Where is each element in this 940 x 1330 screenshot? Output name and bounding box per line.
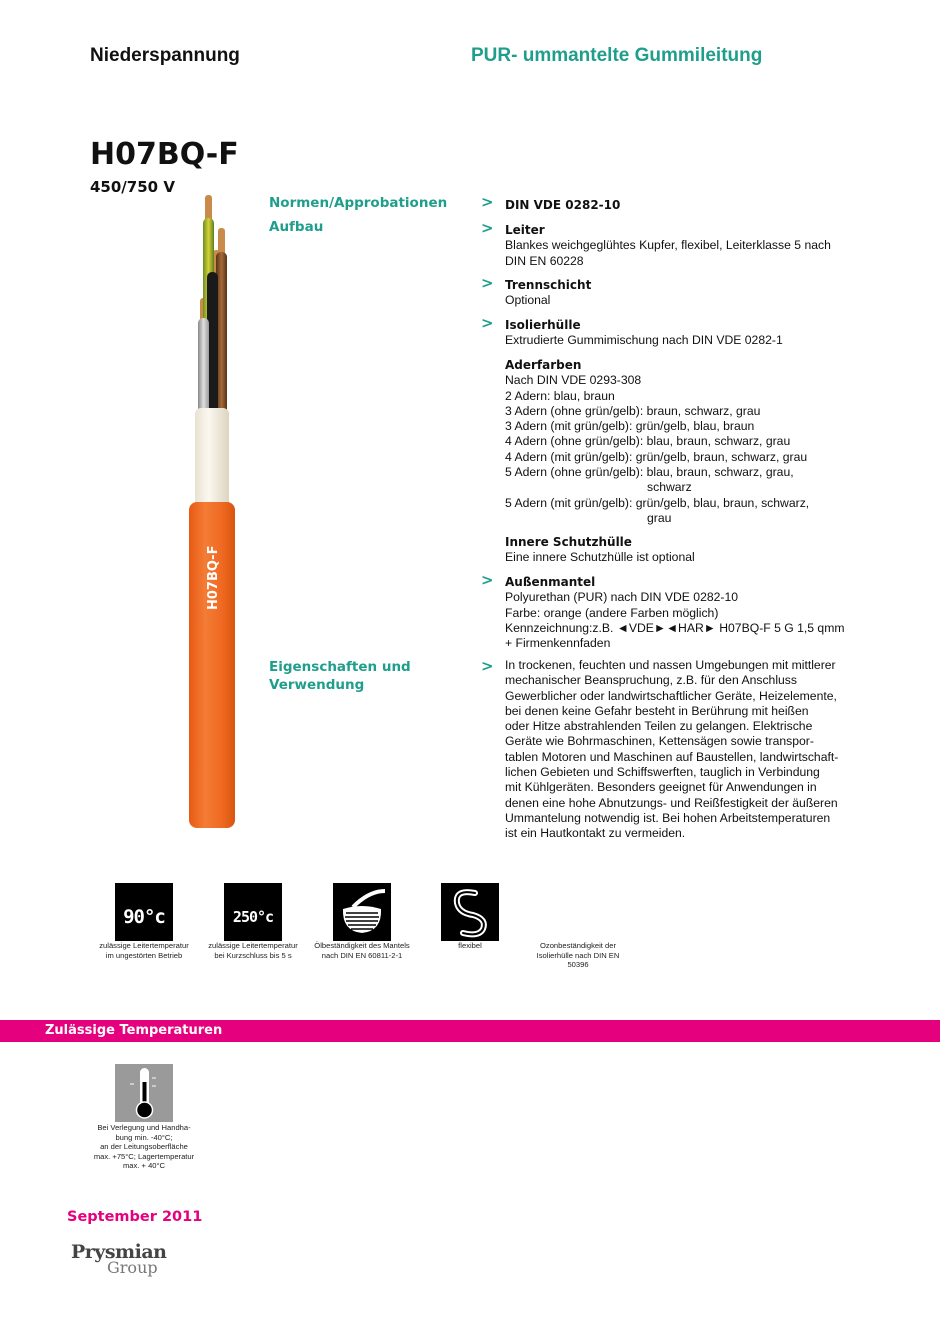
temperature-section-title: Zulässige Temperaturen (45, 1023, 223, 1038)
oil-resistance-caption: Ölbeständigkeit des Mantels nach DIN EN 60811-2-1 (314, 941, 410, 960)
product-voltage: 450/750 V (90, 178, 175, 196)
oil-resistance-icon (333, 883, 391, 941)
bullet-arrow-icon: > (481, 571, 494, 589)
aussenmantel-heading: Außenmantel (505, 575, 596, 589)
temperature-section-band (0, 1020, 940, 1042)
flexible-icon (441, 883, 499, 941)
normen-value: DIN VDE 0282-10 (505, 198, 621, 212)
thermometer-icon (115, 1064, 173, 1122)
normen-block (505, 198, 865, 213)
innere-schutzhuelle-heading: Innere Schutzhülle (505, 535, 632, 549)
trennschicht-heading: Trennschicht (505, 278, 592, 292)
innere-schutzhuelle-block: Innere Schutzhülle Eine innere Schutzhülle ist optional (505, 535, 865, 566)
bullet-arrow-icon: > (481, 657, 494, 675)
temp-250-icon (224, 883, 282, 941)
aderfarben-heading: Aderfarben (505, 358, 582, 372)
temp-90-icon (115, 883, 173, 941)
flexible-caption: flexibel (458, 941, 482, 950)
prysmian-logo: Prysmian Group (71, 1241, 167, 1277)
aderfarben-block: Aderfarben Nach DIN VDE 0293-308 2 Adern: blau, braun 3 Adern (ohne grün/gelb): braun, schwarz, grau 3 Adern (mit grün/gelb): grün/gelb, blau, braun 4 Adern (ohne grün/gelb): blau, braun, schwarz, grau 4 Adern (mit grün/gelb): grün/gelb, braun, schwarz, grau 5 Adern (ohne grün/gelb): blau, braun, schwarz, grau, schwarz 5 Adern (mit grün/gelb): grün/gelb, blau, braun, schwarz, grau (505, 358, 865, 526)
property-icons (0, 883, 940, 983)
temp-90-caption: zulässige Leitertemperatur im ungestörten Betrieb (99, 941, 189, 960)
product-title: H07BQ-F (90, 137, 239, 172)
bullet-arrow-icon: > (481, 193, 494, 211)
ozone-resistance-caption: Ozonbeständigkeit der Isolierhülle nach DIN EN 50396 (536, 941, 620, 970)
section-label-eigenschaften: Eigenschaften und Verwendung (269, 659, 411, 693)
bullet-arrow-icon: > (481, 274, 494, 292)
category-title: Niederspannung (90, 45, 240, 66)
product-line-title: PUR- ummantelte Gummileitung (471, 45, 763, 66)
temperature-caption: Bei Verlegung und Handha- bung min. -40°C; an der Leitungsoberfläche max. +75°C; Lagertemperatur max. + 40°C (93, 1123, 195, 1171)
cable-print: H07BQ-F (206, 545, 221, 610)
isolierhuelle-block: Isolierhülle Extrudierte Gummimischung nach DIN VDE 0282-1 (505, 318, 865, 349)
leiter-block: Leiter Blankes weichgeglühtes Kupfer, flexibel, Leiterklasse 5 nach DIN EN 60228 (505, 223, 865, 269)
trennschicht-block: Trennschicht Optional (505, 278, 865, 309)
eigenschaften-block: In trockenen, feuchten und nassen Umgebungen mit mittlerer mechanischer Beanspruchung, z.B. für den Anschluss Gewerblicher oder landwirtschaftlicher Geräte, Heizelemente, bei denen keine Gefahr besteht in Berührung mit heißen oder Hitze abstrahlenden Teilen zu gelangen. Elektrische Geräte wie Bohrmaschinen, Kettensägen sowie transpor- tablen Motoren und Maschinen auf Baustellen, landwirtschaft- lichen Gebieten und Schiffswerften, tauglich in Verbindung mit Kühlgeräten. Besonders geeignet für Anwendungen in denen eine hohe Abnutzungs- und Reißfestigkeit der äußeren Ummantelung notwendig ist. Bei hohen Arbeitstemperaturen ist ein Hautkontakt zu vermeiden. (505, 658, 839, 841)
publication-date: September 2011 (67, 1209, 203, 1225)
aussenmantel-block: Außenmantel Polyurethan (PUR) nach DIN VDE 0282-10 Farbe: orange (andere Farben möglich) Kennzeichnung:z.B. ◄VDE►◄HAR► H07BQ-F 5 G 1,5 qmm + Firmenkennfaden (505, 575, 865, 651)
section-label-normen: Normen/Approbationen (269, 195, 448, 211)
bullet-arrow-icon: > (481, 314, 494, 332)
svg-text:90°c: 90°c (123, 906, 165, 928)
cable-illustration (185, 190, 245, 830)
leiter-heading: Leiter (505, 223, 545, 237)
section-label-aufbau: Aufbau (269, 219, 324, 235)
isolierhuelle-heading: Isolierhülle (505, 318, 581, 332)
svg-text:250°c: 250°c (232, 908, 274, 926)
bullet-arrow-icon: > (481, 219, 494, 237)
temp-250-caption: zulässige Leitertemperatur bei Kurzschluss bis 5 s (208, 941, 298, 960)
